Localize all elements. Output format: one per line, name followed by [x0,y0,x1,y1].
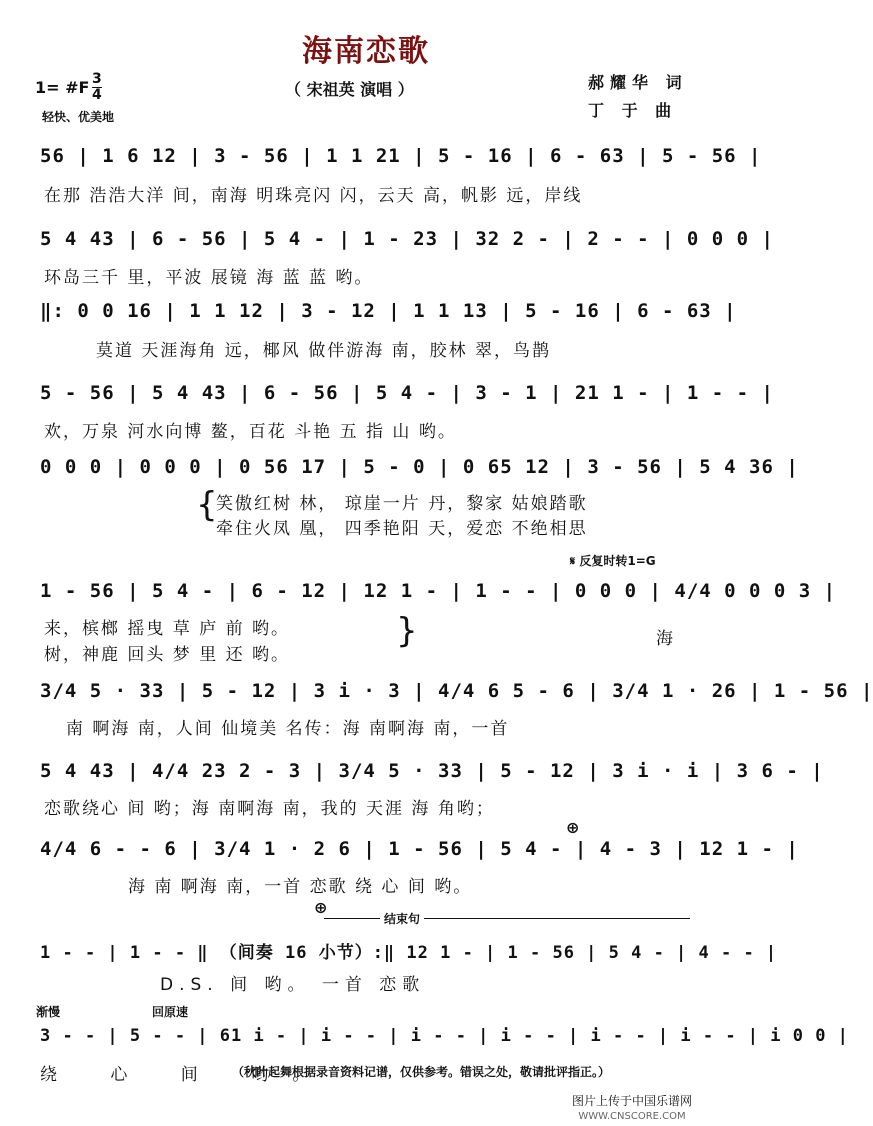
site-watermark [572,1094,692,1124]
score-notes-row-5: 0 0 0 | 0 0 0 | 0 56 17 | 5 - 0 | 0 65 12 | 3 - 56 | 5 4 36 | [40,456,799,478]
a-tempo-marking: 回原速 [152,1005,189,1019]
score-notes-row-11: 3 - - | 5 - - | 61 i - | i - - | i - - | i - - | i - - | i - - | i 0 0 | [40,1026,849,1046]
verse-brace-left: { [196,485,218,525]
score-notes-row-3: ‖: 0 0 16 | 1 1 12 | 3 - 12 | 1 1 13 | 5 - 16 | 6 - 63 | [40,300,737,322]
segno-icon: 𝄋 [570,554,576,568]
coda-icon: ⊕ [566,818,580,837]
watermark-line-1: 图片上传于中国乐谱网 [572,1094,693,1108]
composer-credit: 丁 于 曲 [588,101,678,120]
score-notes-row-4: 5 - 56 | 5 4 43 | 6 - 56 | 5 4 - | 3 - 1 | 21 1 - | 1 - - | [40,382,774,404]
lyrics-row-1: 在那 浩浩大洋 间，南海 明珠亮闪 闪，云天 高，帆影 远，岸线 [44,186,583,206]
score-notes-row-2: 5 4 43 | 6 - 56 | 5 4 - | 1 - 23 | 32 2 - | 2 - - | 0 0 0 | [40,228,774,250]
score-notes-row-10: 1 - - | 1 - - ‖ （间奏 16 小节）:‖ 12 1 - | 1 - 56 | 5 4 - | 4 - - | [40,943,778,963]
ending-bracket-line [324,918,690,919]
score-notes-row-9: 4/4 6 - - 6 | 3/4 1 · 2 6 | 1 - 56 | 5 4 - | 4 - 3 | 12 1 - | [40,838,799,860]
key-signature: 1= #F [35,78,90,97]
time-signature-top: 3 [92,71,102,87]
lyrics-row-11: 绕 心 间 哟。 [40,1065,334,1085]
score-notes-row-6: 1 - 56 | 5 4 - | 6 - 12 | 12 1 - | 1 - - | 0 0 0 | 4/4 0 0 0 3 | [40,580,837,602]
coda-icon-ending: ⊕ [314,898,328,917]
time-signature-bottom: 4 [92,87,102,103]
singer-credit: （ 宋祖英 演唱 ） [285,80,414,99]
lyrics-row-2: 环岛三千 里，平波 展镜 海 蓝 蓝 哟。 [44,268,374,288]
ending-label: 结束句 [380,910,424,927]
watermark-line-2: WWW.CNSCORE.COM [578,1111,686,1122]
score-notes-row-1: 56 | 1 6 12 | 3 - 56 | 1 1 21 | 5 - 16 | 6 - 63 | 5 - 56 | [40,145,762,167]
transcription-note: （秋叶起舞根据录音资料记谱，仅供参考。错误之处，敬请批评指正。） [232,1065,611,1079]
lyrics-row-10: D.S. 间 哟。 一首 恋歌 [160,975,426,995]
repeat-modulation-note: 𝄋 反复时转1=G [570,554,656,568]
lyrics-row-9: 海 南 啊海 南，一首 恋歌 绕 心 间 哟。 [128,877,473,897]
verse-brace-right: } [396,611,418,651]
lyrics-row-3: 莫道 天涯海角 远，椰风 做伴游海 南，胶林 翠，鸟鹊 [96,341,552,361]
page-title: 海南恋歌 [302,34,430,69]
lyrics-row-7: 南 啊海 南，人间 仙境美 名传：海 南啊海 南，一首 [66,719,510,739]
time-signature [92,72,102,103]
lyrics-row-5-verse-1: 笑傲红树 林， 琼崖一片 丹，黎家 姑娘踏歌 [216,494,588,514]
lyrics-row-6-verse-2: 树，神鹿 回头 梦 里 还 哟。 [44,645,291,665]
score-notes-row-7: 3/4 5 · 33 | 5 - 12 | 3 i · 3 | 4/4 6 5 - 6 | 3/4 1 · 26 | 1 - 56 | [40,680,873,702]
lyrics-row-4: 欢，万泉 河水向博 鳌，百花 斗艳 五 指 山 哟。 [44,422,457,442]
tempo-marking: 轻快、优美地 [42,110,115,124]
lyrics-row-6-verse-1: 来，槟榔 摇曳 草 庐 前 哟。 [44,619,291,639]
score-notes-row-8: 5 4 43 | 4/4 23 2 - 3 | 3/4 5 · 33 | 5 - 12 | 3 i · i | 3 6 - | [40,760,824,782]
lyricist-credit: 郝耀华 词 [588,73,688,92]
lyrics-row-6-tail: 海 [656,629,675,649]
lyrics-row-5-verse-2: 牵住火凤 凰， 四季艳阳 天，爱恋 不绝相思 [216,519,588,539]
slow-marking: 渐慢 [36,1005,61,1019]
lyrics-row-8: 恋歌绕心 间 哟；海 南啊海 南，我的 天涯 海 角哟； [44,799,495,819]
